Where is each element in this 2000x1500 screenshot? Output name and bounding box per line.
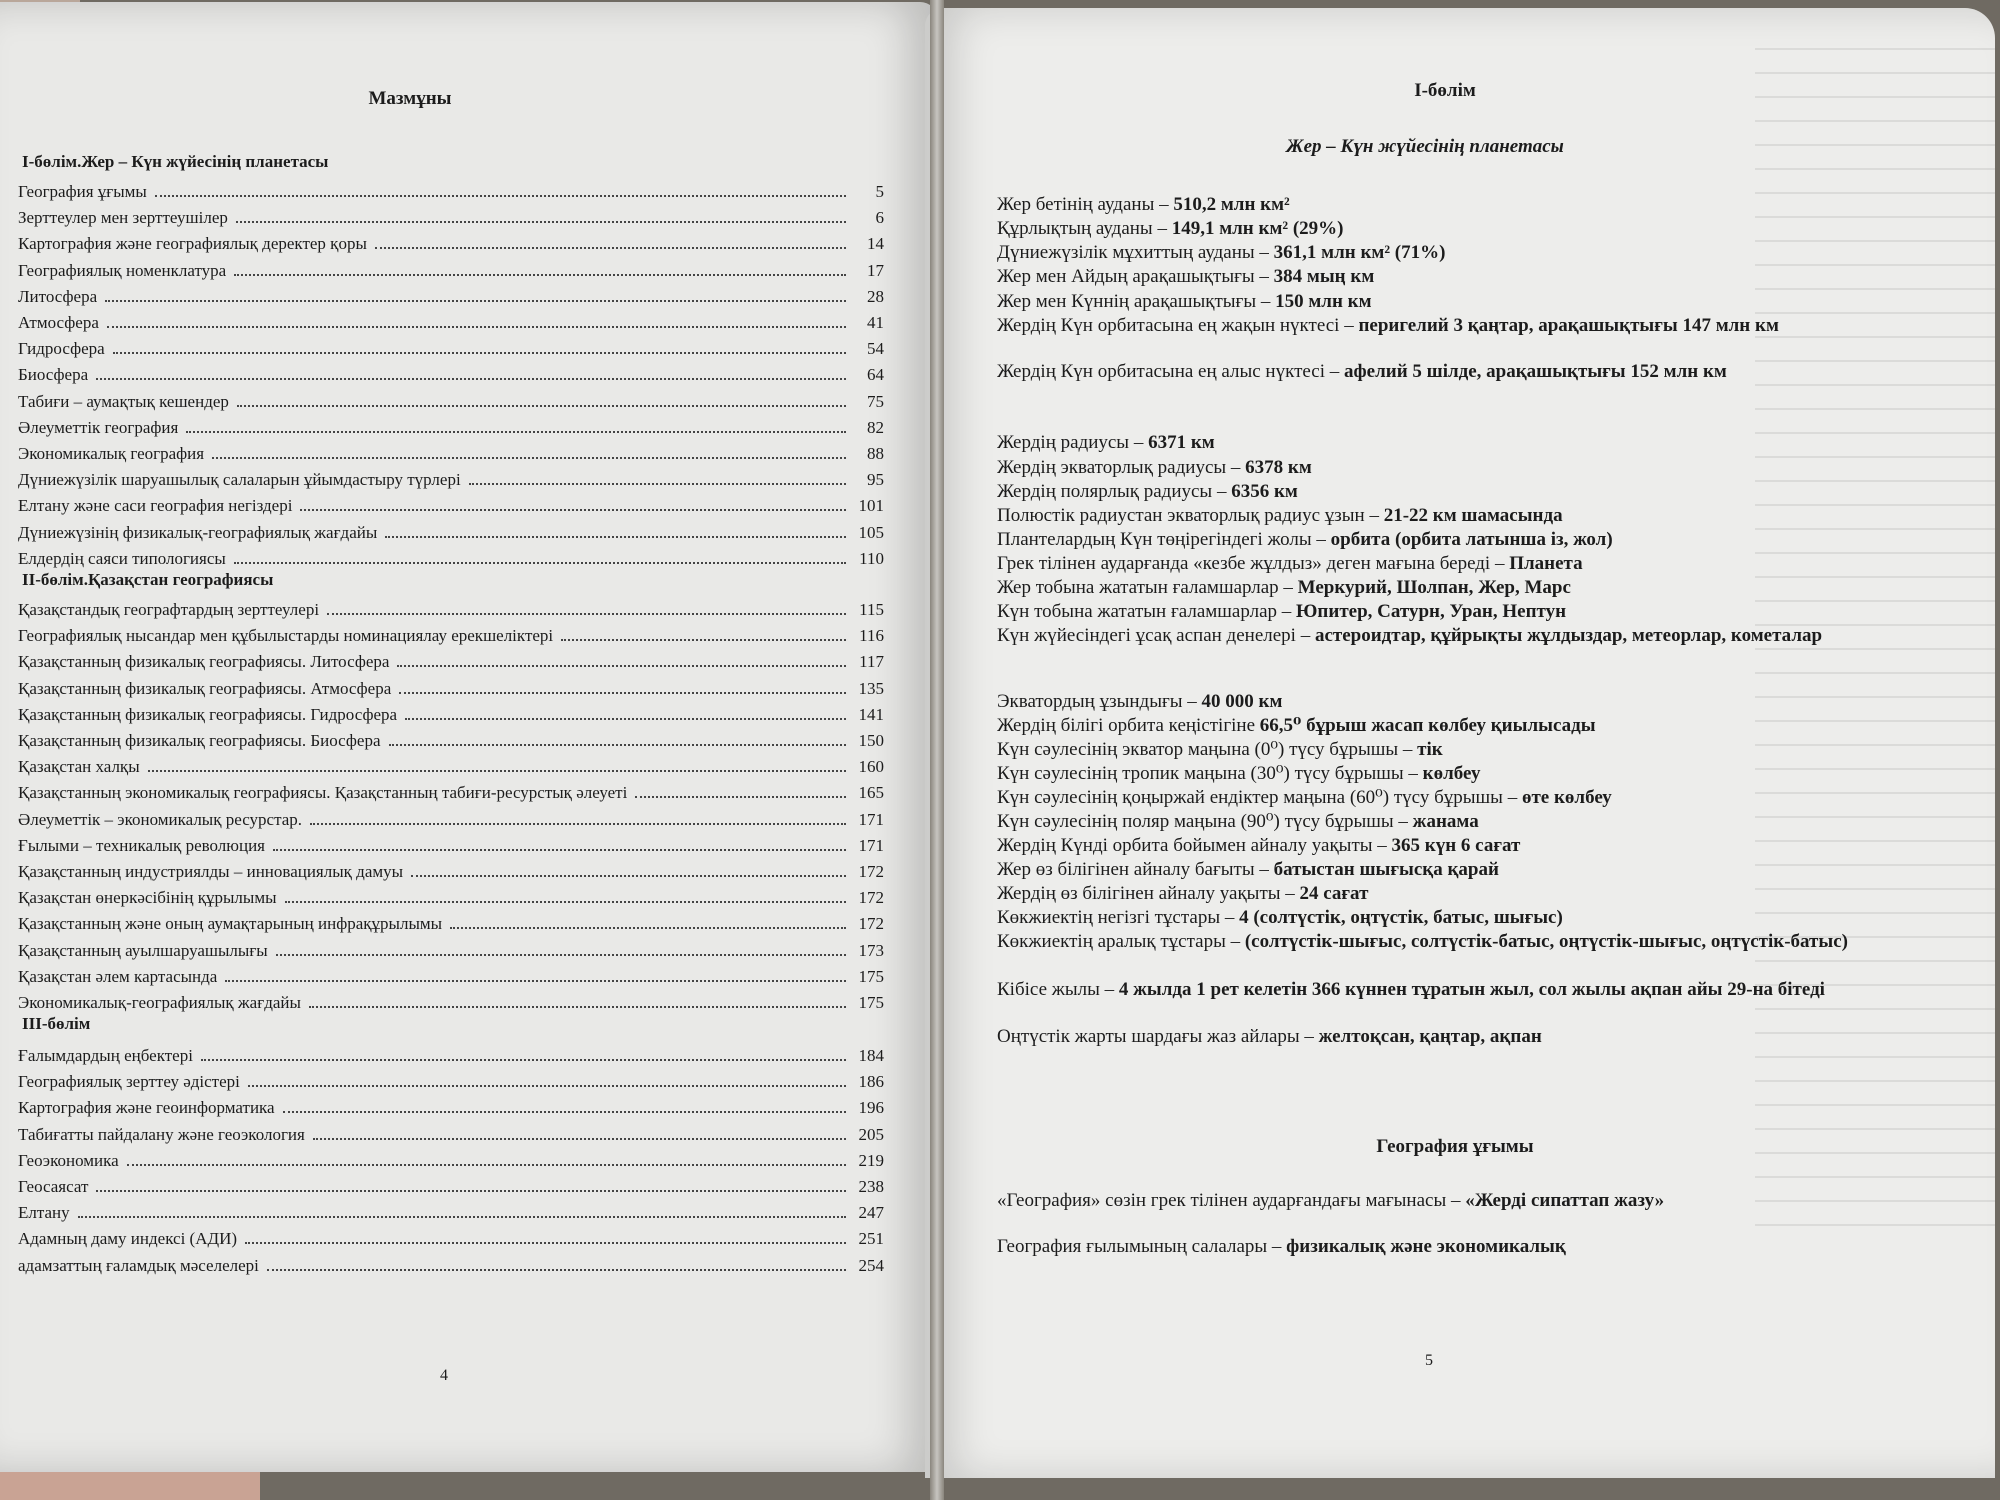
toc-entry xyxy=(18,989,884,1013)
fact-label: Экватордың ұзындығы – xyxy=(997,691,1202,712)
fact-label: Жердің білігі орбита кеңістігіне xyxy=(997,715,1260,736)
toc-entry-page: 95 xyxy=(867,470,884,490)
toc-entry-page: 41 xyxy=(867,313,884,332)
toc-entry-title: Қазақстан халқы xyxy=(18,757,140,777)
toc-leader-dots xyxy=(300,509,846,511)
geo-heading: География ұғымы xyxy=(1376,1136,1534,1157)
toc-leader-dots xyxy=(405,718,846,720)
fact-value: перигелий 3 қаңтар, арақашықтығы 147 млн км xyxy=(1358,315,1779,336)
toc-entry xyxy=(18,1252,884,1276)
fact-line xyxy=(997,481,1877,502)
toc-entry-page: 247 xyxy=(858,1203,884,1223)
fact-label: Плантелардың Күн төңірегіндегі жолы – xyxy=(997,529,1331,550)
fact-line xyxy=(997,787,1877,808)
fact-value: 4 жылда 1 рет келетін 366 күннен тұратын жыл, сол жылы ақпан айы 29-на бітеді xyxy=(1118,979,1825,1000)
toc-leader-dots xyxy=(96,1190,846,1192)
toc-entry-page: 251 xyxy=(858,1229,884,1249)
fact-value: физикалық және экономикалық xyxy=(1286,1236,1566,1257)
fact-line xyxy=(997,315,1877,336)
toc-entry xyxy=(18,910,884,934)
toc-entry-page: 82 xyxy=(867,417,884,437)
toc-leader-dots xyxy=(186,431,846,433)
fact-line xyxy=(997,715,1877,736)
toc-entry-title: Биосфера xyxy=(18,365,89,385)
toc-entry-title: Картография және геоинформатика xyxy=(18,1098,275,1118)
fact-value: тік xyxy=(1417,739,1443,760)
toc-entry-title: адамзаттың ғаламдық мәселелері xyxy=(18,1255,259,1275)
page-number-left: 4 xyxy=(440,1367,448,1384)
toc-entry xyxy=(18,675,884,699)
toc-entry xyxy=(18,1094,884,1118)
toc-entry-page: 5 xyxy=(875,182,884,201)
toc-section-1: I-бөлім.Жер – Күн жүйесінің планетасы xyxy=(22,152,329,171)
fact-label: Оңтүстік жарты шардағы жаз айлары – xyxy=(997,1026,1319,1047)
toc-entry-title: Адамның даму индексі (АДИ) xyxy=(18,1229,238,1249)
toc-entry-page: 105 xyxy=(858,522,884,542)
toc-entry xyxy=(18,466,884,490)
toc-entry-page: 88 xyxy=(867,444,884,463)
fact-value: желтоқсан, қаңтар, ақпан xyxy=(1318,1026,1542,1047)
toc-leader-dots xyxy=(310,823,846,825)
toc-entry-title: Дүниежүзілік шаруашылық салаларын ұйымдастыру түрлері xyxy=(18,470,461,490)
toc-entry-title: Қазақстанның индустриялды – инновациялық дамуы xyxy=(18,862,404,881)
toc-entry-title: Табиғатты пайдалану және геоэкология xyxy=(18,1124,305,1144)
fact-value: 365 күн 6 сағат xyxy=(1391,835,1521,856)
fact-line xyxy=(997,194,1877,215)
toc-section-2: II-бөлім.Қазақстан географиясы xyxy=(22,570,274,589)
toc-entry-title: Геоэкономика xyxy=(18,1150,119,1170)
fact-label: «География» сөзін грек тілінен аударғандағы мағынасы – xyxy=(997,1190,1466,1211)
toc-entry-page: 135 xyxy=(858,678,884,698)
fact-value: 40 000 км xyxy=(1201,691,1283,712)
toc-entry-page: 254 xyxy=(858,1255,884,1275)
toc-entry-page: 117 xyxy=(859,652,884,672)
fact-value: 6378 км xyxy=(1245,457,1312,478)
fact-line xyxy=(997,883,1877,904)
toc-entry xyxy=(18,858,884,882)
toc-entry-title: Геосаясат xyxy=(18,1177,89,1196)
toc-entry-title: Қазақстанның экономикалық географиясы. Қазақстанның табиғи-ресурстық әлеуеті xyxy=(18,783,628,803)
toc-leader-dots xyxy=(155,195,846,197)
fact-value: 6356 км xyxy=(1231,481,1298,502)
toc-entry-title: Қазақстан өнеркәсібінің құрылымы xyxy=(18,888,277,908)
toc-entry-page: 238 xyxy=(858,1177,884,1196)
toc-leader-dots xyxy=(107,326,846,328)
toc-entry xyxy=(18,1173,884,1197)
fact-line xyxy=(997,691,1877,712)
toc-entry-page: 160 xyxy=(858,757,884,777)
fact-line xyxy=(997,625,1877,646)
fact-line xyxy=(997,242,1877,263)
fact-label: Жердің радиусы – xyxy=(997,432,1149,453)
toc-leader-dots xyxy=(399,692,846,694)
toc-entry-title: Елтану xyxy=(18,1203,70,1223)
fact-line xyxy=(997,1026,1877,1047)
part-title: I-бөлім xyxy=(1414,80,1476,101)
toc-leader-dots xyxy=(267,1269,846,1271)
toc-leader-dots xyxy=(245,1242,846,1244)
toc-entry xyxy=(18,440,884,464)
fact-value: Планета xyxy=(1509,553,1583,574)
toc-leader-dots xyxy=(561,639,846,641)
fact-label: Жердің Күн орбитасына ең жақын нүктесі – xyxy=(997,315,1359,336)
toc-entry-page: 115 xyxy=(859,600,884,619)
toc-entry-page: 64 xyxy=(867,365,884,385)
toc-entry-page: 171 xyxy=(858,809,884,829)
toc-entry-page: 175 xyxy=(858,966,884,986)
toc-leader-dots xyxy=(273,849,846,851)
fact-line xyxy=(997,218,1877,239)
part-subtitle: Жер – Күн жүйесінің планетасы xyxy=(1286,136,1564,157)
toc-entry-title: Қазақстан әлем картасында xyxy=(18,966,218,986)
fact-line xyxy=(997,1236,1877,1257)
fact-label: Көкжиектің негізгі тұстары – xyxy=(997,907,1240,928)
fact-value: жанама xyxy=(1412,811,1479,832)
toc-entry-title: Табиғи – аумақтық кешендер xyxy=(18,391,229,411)
toc-leader-dots xyxy=(96,378,846,380)
fact-label: Жер тобына жататын ғаламшарлар – xyxy=(997,577,1298,598)
fact-label: Құрлықтың ауданы – xyxy=(997,218,1172,239)
toc-entry xyxy=(18,257,884,281)
toc-leader-dots xyxy=(469,483,846,485)
fact-label: Жердің полярлық радиусы – xyxy=(997,481,1232,502)
fact-label: Күн сәулесінің қоңыржай ендіктер маңына (60⁰) түсу бұрышы – xyxy=(997,787,1522,808)
toc-leader-dots xyxy=(148,770,846,772)
fact-label: Грек тілінен аударғанда «кезбе жұлдыз» деген мағына береді – xyxy=(997,553,1510,574)
fact-line xyxy=(997,291,1877,312)
toc-entry-title: Географиялық номенклатура xyxy=(18,260,227,280)
toc-entry xyxy=(18,519,884,543)
fact-line xyxy=(997,811,1877,832)
toc-leader-dots xyxy=(635,796,846,798)
fact-label: Жердің Күнді орбита бойымен айналу уақыты – xyxy=(997,835,1392,856)
fact-value: 66,5⁰ бұрыш жасап көлбеу қиылысады xyxy=(1259,715,1596,736)
toc-entry xyxy=(18,1042,884,1066)
fact-value: өте көлбеу xyxy=(1521,787,1612,808)
toc-leader-dots xyxy=(201,1059,846,1061)
toc-leader-dots xyxy=(127,1164,846,1166)
toc-entry-page: 14 xyxy=(867,234,884,254)
toc-entry-title: Қазақстанның физикалық географиясы. Биосфера xyxy=(18,731,381,750)
fact-value: батыстан шығысқа қарай xyxy=(1273,859,1499,880)
toc-leader-dots xyxy=(234,562,846,564)
toc-entry-page: 101 xyxy=(858,496,884,516)
toc-leader-dots xyxy=(78,1216,846,1218)
toc-entry-title: Елтану және саси география негіздері xyxy=(18,496,293,516)
fact-value: Юпитер, Сатурн, Уран, Нептун xyxy=(1296,601,1567,622)
fact-value: орбита (орбита латынша із, жол) xyxy=(1330,529,1613,550)
fact-line xyxy=(997,859,1877,880)
toc-leader-dots xyxy=(327,613,846,615)
fact-value: 4 (солтүстік, оңтүстік, батыс, шығыс) xyxy=(1239,907,1563,928)
toc-leader-dots xyxy=(248,1085,846,1087)
fact-label: Күн тобына жататын ғаламшарлар – xyxy=(997,601,1297,622)
toc-entry xyxy=(18,806,884,830)
fact-label: Күн сәулесінің поляр маңына (90⁰) түсу бұрышы – xyxy=(997,811,1413,832)
fact-value: 149,1 млн км² (29%) xyxy=(1171,218,1344,239)
toc-leader-dots xyxy=(237,405,846,407)
fact-label: Күн сәулесінің экватор маңына (0⁰) түсу бұрышы – xyxy=(997,739,1418,760)
toc-entry-page: 110 xyxy=(859,548,884,568)
toc-entry-page: 173 xyxy=(858,940,884,960)
toc-entry xyxy=(18,1147,884,1171)
toc-entry xyxy=(18,1225,884,1249)
toc-entry-title: География ұғымы xyxy=(18,182,147,201)
toc-entry-page: 171 xyxy=(858,835,884,855)
toc-leader-dots xyxy=(105,300,846,302)
toc-leader-dots xyxy=(236,221,846,223)
fact-value: 361,1 млн км² (71%) xyxy=(1273,242,1446,263)
book-gutter xyxy=(930,0,944,1500)
fact-value: Меркурий, Шолпан, Жер, Марс xyxy=(1297,577,1571,598)
toc-entry-page: 219 xyxy=(858,1150,884,1170)
toc-section-3: III-бөлім xyxy=(22,1014,91,1033)
toc-leader-dots xyxy=(385,536,846,538)
fact-label: Көкжиектің аралық тұстары – xyxy=(997,931,1245,952)
fact-line xyxy=(997,739,1877,760)
toc-entry-page: 28 xyxy=(867,286,884,306)
toc-entry-title: Қазақстанның физикалық географиясы. Литосфера xyxy=(18,652,390,672)
fact-line xyxy=(997,907,1877,928)
fact-label: Жердің өз білігінен айналу уақыты – xyxy=(997,883,1300,904)
toc-leader-dots xyxy=(313,1138,846,1140)
toc-entry-title: Қазақстанның ауылшаруашылығы xyxy=(18,940,268,960)
toc-entry-title: Қазақстандық географтардың зерттеулері xyxy=(18,600,320,619)
fact-label: Күн жүйесіндегі ұсақ аспан денелері – xyxy=(997,625,1315,646)
toc-entry xyxy=(18,727,884,751)
toc-entry-page: 116 xyxy=(859,626,884,646)
toc-entry xyxy=(18,937,884,961)
toc-entry-page: 172 xyxy=(858,862,884,881)
toc-leader-dots xyxy=(411,875,846,877)
toc-entry xyxy=(18,335,884,359)
fact-line xyxy=(997,266,1877,287)
toc-entry xyxy=(18,361,884,385)
toc-entry-page: 196 xyxy=(858,1098,884,1118)
fact-label: Дүниежүзілік мұхиттың ауданы – xyxy=(997,242,1274,263)
toc-entry xyxy=(18,1199,884,1223)
fact-label: Жердің экваторлық радиусы – xyxy=(997,457,1246,478)
toc-entry-page: 186 xyxy=(858,1072,884,1092)
toc-entry xyxy=(18,779,884,803)
toc-entry xyxy=(18,283,884,307)
toc-entry-page: 75 xyxy=(867,391,884,411)
toc-entry-page: 172 xyxy=(858,914,884,934)
fact-line xyxy=(997,432,1877,453)
fact-label: Жер мен Күннің арақашықтығы – xyxy=(997,291,1276,312)
toc-entry-page: 165 xyxy=(858,783,884,803)
toc-entry xyxy=(18,492,884,516)
toc-leader-dots xyxy=(283,1111,846,1113)
toc-entry-title: Атмосфера xyxy=(18,313,99,332)
toc-leader-dots xyxy=(450,927,846,929)
toc-entry-title: Ғалымдардың еңбектері xyxy=(18,1046,193,1065)
toc-entry-title: Экономикалық-географиялық жағдайы xyxy=(18,993,301,1012)
page-number-right: 5 xyxy=(1425,1352,1433,1369)
toc-entry xyxy=(18,884,884,908)
toc-leader-dots xyxy=(397,665,846,667)
toc-entry xyxy=(18,832,884,856)
toc-leader-dots xyxy=(234,274,846,276)
fact-line xyxy=(997,457,1877,478)
toc-entry xyxy=(18,963,884,987)
fact-value: 6371 км xyxy=(1148,432,1215,453)
toc-entry-title: Экономикалық география xyxy=(18,444,205,463)
toc-entry xyxy=(18,1121,884,1145)
toc-entry-title: Гидросфера xyxy=(18,339,105,359)
fact-line xyxy=(997,979,1877,1000)
toc-entry-title: Әлеуметтік – экономикалық ресурстар. xyxy=(18,809,303,829)
toc-leader-dots xyxy=(276,954,846,956)
toc-entry-title: Қазақстанның физикалық географиясы. Гидросфера xyxy=(18,704,398,724)
toc-entry-title: Қазақстанның физикалық географиясы. Атмосфера xyxy=(18,678,392,698)
toc-title: Мазмұны xyxy=(368,88,452,109)
fact-label: География ғылымының салалары – xyxy=(997,1236,1287,1257)
fact-line xyxy=(997,361,1877,382)
fact-line xyxy=(997,553,1877,574)
fact-value: 24 сағат xyxy=(1299,883,1369,904)
fact-label: Полюстік радиустан экваторлық радиус ұзын – xyxy=(997,505,1384,526)
toc-entry-page: 54 xyxy=(867,339,884,359)
toc-entry xyxy=(18,414,884,438)
toc-entry-page: 141 xyxy=(858,704,884,724)
fact-line xyxy=(997,577,1877,598)
toc-entry-title: Литосфера xyxy=(18,286,98,306)
toc-entry xyxy=(18,230,884,254)
toc-leader-dots xyxy=(113,352,846,354)
toc-entry-title: Дүниежүзінің физикалық-географиялық жағдайы xyxy=(18,522,378,542)
toc-entry-title: Географиялық нысандар мен құбылыстарды номинациялау ерекшеліктері xyxy=(18,626,554,646)
toc-entry-page: 172 xyxy=(858,888,884,908)
toc-entry xyxy=(18,204,884,228)
fact-value: астероидтар, құйрықты жұлдыздар, метеорлар, кометалар xyxy=(1314,625,1823,646)
toc-leader-dots xyxy=(375,247,846,249)
toc-entry-title: Зерттеулер мен зерттеушілер xyxy=(18,208,228,228)
toc-entry-page: 184 xyxy=(858,1046,884,1065)
fact-label: Күн сәулесінің тропик маңына (30⁰) түсу бұрышы – xyxy=(997,763,1423,784)
toc-entry-title: Географиялық зерттеу әдістері xyxy=(18,1072,240,1092)
right-page xyxy=(925,8,1995,1478)
fact-label: Жер мен Айдың арақашықтығы – xyxy=(997,266,1274,287)
fact-value: (солтүстік-шығыс, солтүстік-батыс, оңтүстік-шығыс, оңтүстік-батыс) xyxy=(1244,931,1848,952)
fact-line xyxy=(997,529,1877,550)
fact-line xyxy=(997,601,1877,622)
toc-entry-page: 6 xyxy=(875,208,884,228)
fact-line xyxy=(997,505,1877,526)
fact-line xyxy=(997,931,1877,952)
fact-label: Жердің Күн орбитасына ең алыс нүктесі – xyxy=(997,361,1345,382)
toc-entry xyxy=(18,545,884,569)
toc-entry xyxy=(18,701,884,725)
toc-entry-page: 17 xyxy=(867,260,884,280)
fact-line xyxy=(997,835,1877,856)
left-page xyxy=(0,2,938,1472)
toc-entry-title: Әлеуметтік география xyxy=(18,417,179,437)
toc-entry xyxy=(18,388,884,412)
fact-line xyxy=(997,1190,1877,1211)
fact-label: Кібісе жылы – xyxy=(997,979,1119,1000)
toc-entry xyxy=(18,596,884,620)
toc-entry-title: Елдердің саяси типологиясы xyxy=(18,548,226,568)
toc-entry xyxy=(18,648,884,672)
fact-label: Жер өз білігінен айналу бағыты – xyxy=(997,859,1274,880)
fact-value: 384 мың км xyxy=(1273,266,1375,287)
toc-entry-page: 205 xyxy=(858,1124,884,1144)
fact-value: 150 млн км xyxy=(1275,291,1372,312)
fact-value: 21-22 км шамасында xyxy=(1383,505,1563,526)
toc-leader-dots xyxy=(225,980,846,982)
fact-value: көлбеу xyxy=(1422,763,1481,784)
fact-label: Жер бетінің ауданы – xyxy=(997,194,1174,215)
toc-entry xyxy=(18,1068,884,1092)
fact-value: афелий 5 шілде, арақашықтығы 152 млн км xyxy=(1344,361,1727,382)
toc-leader-dots xyxy=(389,744,847,746)
toc-entry xyxy=(18,309,884,333)
toc-entry-page: 150 xyxy=(858,731,884,750)
toc-leader-dots xyxy=(212,457,846,459)
fact-line xyxy=(997,763,1877,784)
toc-entry xyxy=(18,178,884,202)
toc-entry-page: 175 xyxy=(858,993,884,1012)
toc-leader-dots xyxy=(285,901,846,903)
toc-leader-dots xyxy=(309,1006,846,1008)
toc-entry-title: Қазақстанның және оның аумақтарының инфрақұрылымы xyxy=(18,914,443,934)
toc-entry xyxy=(18,753,884,777)
toc-entry xyxy=(18,622,884,646)
fact-value: «Жерді сипаттап жазу» xyxy=(1465,1190,1665,1211)
toc-entry-title: Картография және географиялық деректер қоры xyxy=(18,234,367,254)
fact-value: 510,2 млн км² xyxy=(1173,194,1290,215)
toc-entry-title: Ғылыми – техникалық революция xyxy=(18,835,265,855)
